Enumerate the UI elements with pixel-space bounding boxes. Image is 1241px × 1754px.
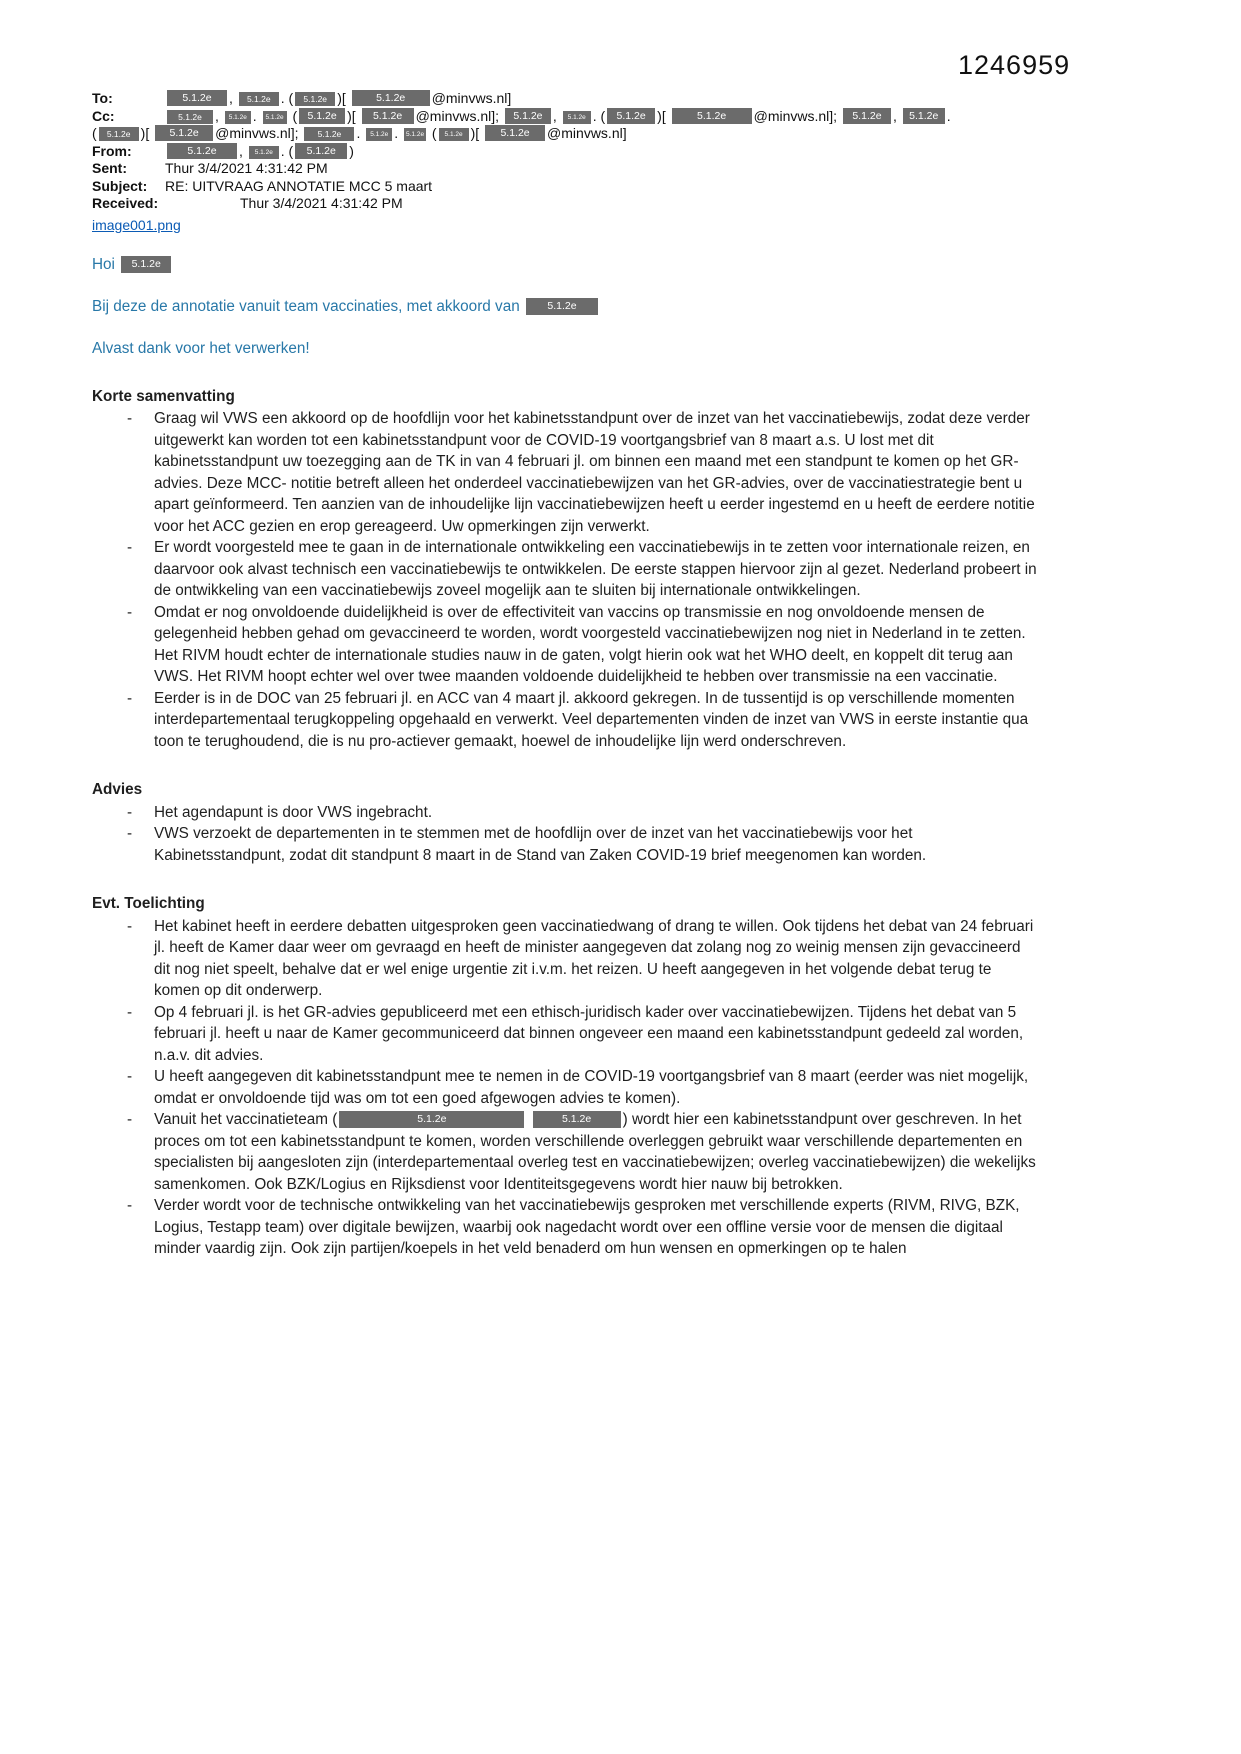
redaction-box: 5.1.2e (485, 125, 545, 141)
redaction-box: 5.1.2e (263, 111, 287, 124)
redaction-box: 5.1.2e (672, 108, 752, 124)
header-value: ( 5.1.2e )[ 5.1.2e @minvws.nl]; 5.1.2e . 5.1.2e . 5.1.2e ( 5.1.2e )[ 5.1.2e @minvws.nl] (92, 125, 627, 141)
redaction-box: 5.1.2e (99, 127, 139, 141)
bullet-item (92, 1002, 1040, 1067)
email-header (92, 90, 1040, 213)
header-value: 5.1.2e , 5.1.2e . 5.1.2e ( 5.1.2e )[ 5.1.2e @minvws.nl]; 5.1.2e , 5.1.2e . ( 5.1.2e )[ 5.1.2e @minvws.nl]; 5.1.2e , 5.1.2e . (165, 108, 951, 124)
redaction-box: 5.1.2e (352, 90, 430, 106)
header-label: Cc: (92, 107, 115, 124)
redaction-box: 5.1.2e (167, 143, 237, 159)
bullet-text: Omdat er nog onvoldoende duidelijkheid is over de effectiviteit van vaccins op transmissie en nog onvoldoende mensen de gelegenheid hebben gehad om gevaccineerd te worden, wordt voorgesteld vaccinatiebewijzen nog niet in Nederland in te zetten. Het RIVM houdt echter de internationale studies nauw in de gaten, volgt hierin ook wat het WHO deelt, en koppelt dit terug aan VWS. Het RIVM hoopt echter wel over twee maanden voldoende duidelijkheid te hebben over transmissie na een vaccinatie. (154, 603, 1026, 685)
header-value: 5.1.2e , 5.1.2e . ( 5.1.2e ) (165, 143, 354, 159)
header-label: Sent: (92, 160, 127, 176)
redaction-box: 5.1.2e (249, 146, 279, 159)
header-row (92, 178, 1040, 196)
header-row (92, 125, 1040, 143)
bullet-dash: - (127, 1003, 133, 1021)
redaction-box: 5.1.2e (362, 108, 414, 124)
bullet-dash: - (127, 1197, 133, 1214)
bullet-dash: - (127, 1068, 133, 1085)
redaction-box: 5.1.2e (339, 1111, 524, 1128)
header-label: To: (92, 90, 113, 106)
header-row (92, 160, 1040, 178)
redaction-box: 5.1.2e (167, 90, 227, 106)
bullet-text: Verder wordt voor de technische ontwikkeling van het vaccinatiebewijs gesproken met verschillende experts (RIVM, RIVG, BZK, Logius, Testapp team) over digitale bewijzen, waarbij ook nagedacht wordt over een offline versie voor de mensen die digitaal minder vaardig zijn. Ook zijn partijen/koepels in het veld benaderd om hun wensen en opmerkingen op te halen (154, 1197, 1020, 1257)
attachment-link[interactable]: image001.png (92, 216, 181, 233)
redaction-box: 5.1.2e (439, 128, 469, 141)
bullet-dash: - (127, 603, 133, 621)
bullet-text: Graag wil VWS een akkoord op de hoofdlijn voor het kabinetsstandpunt over de inzet van het vaccinatiebewijs, zodat deze verder uitgewerkt kan worden tot een kabinetsstandpunt voor de COVID-19 voortgangsbrief van 8 maart a.s. U lost met dit kabinetsstandpunt uw toezegging aan de TK in van 4 februari jl. om binnen een maand met een standpunt te komen op het GR-advies. Deze MCC- notitie betreft alleen het onderdeel vaccinatiebewijzen van het GR-advies, over de vaccinatiestrategie bent u apart geïnformeerd. Ten aanzien van de inhoudelijke lijn vaccinatiebewijzen heeft u eerder ingestemd en u heeft de eerdere notitie voor het ACC gezien en erop gereageerd. Uw opmerkingen zijn verwerkt. (154, 410, 1035, 535)
header-row (92, 143, 1040, 161)
redaction-box: 5.1.2e (225, 111, 251, 124)
body-sections (92, 386, 1040, 1260)
section-heading: Advies (92, 781, 143, 798)
redaction-box: 5.1.2e (563, 111, 591, 124)
redaction-box: 5.1.2e (239, 92, 279, 106)
redaction-box: 5.1.2e (295, 92, 335, 106)
redaction-box: 5.1.2e (295, 143, 347, 159)
greeting-line: Alvast dank voor het verwerken! (92, 339, 310, 357)
redaction-box: 5.1.2e (607, 108, 655, 124)
bullet-dash: - (127, 825, 133, 842)
section-heading: Evt. Toelichting (92, 895, 205, 912)
header-row (92, 195, 1040, 213)
doc-number: 1246959 (958, 50, 1071, 80)
attachment-row (92, 217, 1040, 233)
redaction-box: 5.1.2e (404, 128, 426, 141)
header-value: Thur 3/4/2021 4:31:42 PM (165, 160, 328, 176)
bullet-item (92, 916, 1040, 1002)
email-content (92, 90, 1040, 1260)
section-heading: Korte samenvatting (92, 387, 235, 405)
redaction-box: 5.1.2e (304, 127, 354, 141)
greeting-line: Hoi 5.1.2e (92, 255, 1040, 275)
bullet-dash: - (127, 689, 133, 707)
header-label: Received: (92, 195, 159, 211)
greeting (92, 255, 1040, 359)
redaction-box: 5.1.2e (366, 128, 392, 141)
redaction-box: 5.1.2e (843, 108, 891, 124)
bullet-dash: - (127, 410, 133, 427)
bullet-dash: - (127, 539, 133, 556)
header-value: Thur 3/4/2021 4:31:42 PM (240, 195, 403, 211)
bullet-dash: - (127, 1111, 133, 1128)
header-row (92, 90, 1040, 108)
redaction-box: 5.1.2e (155, 125, 213, 141)
bullet-dash: - (127, 917, 133, 935)
bullet-text: Het agendapunt is door VWS ingebracht. (154, 803, 433, 821)
header-value: RE: UITVRAAG ANNOTATIE MCC 5 maart (165, 177, 433, 194)
redaction-box: 5.1.2e (121, 256, 171, 273)
bullet-item (92, 823, 1040, 866)
bullet-text: Op 4 februari jl. is het GR-advies gepubliceerd met een ethisch-juridisch kader over vaccinatiebewijzen. Tijdens het debat van 5 februari jl. heeft u naar de Kamer gecommuniceerd dat binnen ongeveer een maand een kabinetsstandpunt gedeeld zal worden, n.a.v. dit advies. (154, 1003, 1024, 1064)
bullet-item (92, 408, 1040, 537)
bullet-text: Er wordt voorgesteld mee te gaan in de internationale ontwikkeling een vaccinatiebewijs in te zetten voor internationale reizen, en daarvoor ook alvast technisch een vaccinatiebewijs te ontwikkelen. De eerste stappen hiervoor zijn al gezet. Nederland probeert in de ontwikkeling van een vaccinatiebewijs zoveel mogelijk aan te sluiten bij internationale ontwikkelingen. (154, 539, 1037, 599)
bullet-text: Het kabinet heeft in eerdere debatten uitgesproken geen vaccinatiedwang of drang te willen. Ook tijdens het debat van 24 februari jl. heeft de Kamer daar weer om gevraagd en heeft de minister aangegeven dat zolang nog zo weinig mensen zijn gevaccineerd dit nog niet speelt, behalve dat er wel enige urgentie zit i.v.m. het reizen. U heeft aangegeven in het volgende debat terug te komen op dit onderwerp. (154, 917, 1034, 999)
bullet-text: VWS verzoekt de departementen in te stemmen met de hoofdlijn over de inzet van het vaccinatiebewijs voor het Kabinetsstandpunt, zodat dit standpunt 8 maart in de Stand van Zaken COVID-19 brief meegenomen kan worden. (154, 825, 927, 864)
redaction-box: 5.1.2e (167, 110, 213, 124)
bullet-item (92, 802, 1040, 824)
header-value: 5.1.2e , 5.1.2e . ( 5.1.2e )[ 5.1.2e @minvws.nl] (165, 90, 511, 106)
header-label: Subject: (92, 177, 148, 194)
header-row (92, 108, 1040, 126)
bullet-item (92, 688, 1040, 753)
bullet-item (92, 1109, 1040, 1195)
bullet-item (92, 1195, 1040, 1260)
bullet-item (92, 537, 1040, 602)
header-label: From: (92, 142, 132, 159)
bullet-dash: - (127, 803, 133, 821)
bullet-text: Eerder is in de DOC van 25 februari jl. en ACC van 4 maart jl. akkoord gekregen. In de tussentijd is op verschillende momenten interdepartementaal terugkoppeling opgehaald en verwerkt. Veel departementen vinden de inzet van VWS in eerste instantie qua toon te terughoudend, die is nu pro-actiever gemaakt, hoewel de inhoudelijke lijn werd onderschreven. (154, 689, 1029, 750)
bullet-item (92, 1066, 1040, 1109)
redaction-box: 5.1.2e (505, 108, 551, 124)
bullet-text: Vanuit het vaccinatieteam ( 5.1.2e 5.1.2e ) wordt hier een kabinetsstandpunt over geschreven. In het proces om tot een kabinetsstandpunt te komen, worden verschillende overleggen gebruikt waar verschillende departementen en specialisten bij aangesloten zijn (interdepartementaal overleg test en vaccinatiebewijzen; overleg vaccinatiebewijzen) die wekelijks samenkomen. Ook BZK/Logius en Rijksdienst voor Identiteitsgegevens wordt hier nauw bij betrokken. (154, 1111, 1036, 1193)
bullet-item (92, 602, 1040, 688)
redaction-box: 5.1.2e (299, 108, 345, 124)
redaction-box: 5.1.2e (533, 1111, 621, 1128)
redaction-box: 5.1.2e (526, 298, 598, 315)
greeting-line: Bij deze de annotatie vanuit team vaccinaties, met akkoord van 5.1.2e (92, 297, 1040, 317)
bullet-text: U heeft aangegeven dit kabinetsstandpunt mee te nemen in de COVID-19 voortgangsbrief van 8 maart (eerder was niet mogelijk, omdat er onvoldoende tijd was om tot een goed afgewogen advies te komen). (154, 1068, 1029, 1107)
redaction-box: 5.1.2e (903, 108, 945, 124)
